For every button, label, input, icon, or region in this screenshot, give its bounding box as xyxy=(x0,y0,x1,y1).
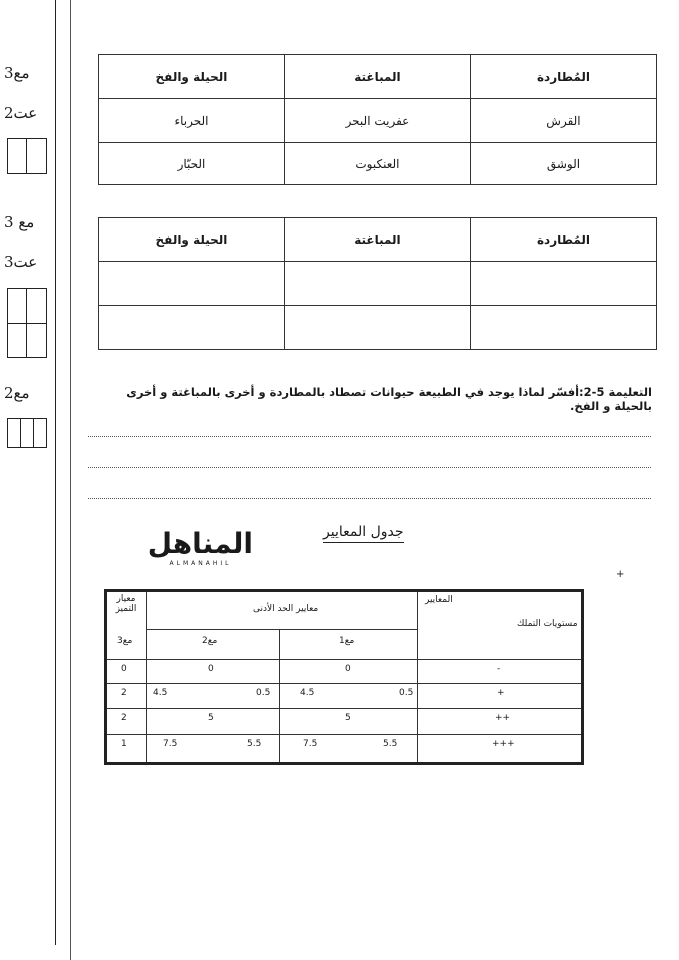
question-label: التعليمة 5-2: xyxy=(579,385,652,399)
m2-cell: 0 xyxy=(208,664,214,674)
margin-label-m3: مع3 xyxy=(4,64,30,82)
header-m1: مع1 xyxy=(339,636,355,646)
header-chase: المُطاردة xyxy=(470,55,656,99)
m3-cell: 1 xyxy=(121,739,127,749)
header-m2: مع2 xyxy=(202,636,218,646)
header-ambush: المباغتة xyxy=(284,218,470,262)
header-m3: مع3 xyxy=(117,636,133,646)
criteria-table xyxy=(104,589,584,765)
question-text: أفسّر لماذا يوجد في الطبيعة حيوانات تصطاد بالمطاردة و أخرى بالمباغتة و أخرى بالحيلة و الفخ. xyxy=(126,385,652,413)
header-min: معايير الحد الأدنى xyxy=(253,604,319,614)
table-cell: عفريت البحر xyxy=(284,99,470,143)
almanahil-logo: المناهل ALMANAHIL xyxy=(147,527,253,567)
hunting-table-filled xyxy=(98,54,657,185)
margin-label-m2: مع2 xyxy=(4,384,30,402)
m2-cell: 5.5 xyxy=(247,739,262,749)
m2-cell: 7.5 xyxy=(163,739,178,749)
margin-label-m3b: مع 3 xyxy=(4,213,35,231)
table-cell: العنكبوت xyxy=(284,143,470,185)
table-cell: الوشق xyxy=(470,143,656,185)
m2-cell: 4.5 xyxy=(153,688,168,698)
blank-cell[interactable] xyxy=(99,306,285,350)
stray-mark: + xyxy=(616,569,625,580)
header-criteria: المعايير xyxy=(425,595,453,605)
question-5-2 xyxy=(90,385,652,413)
level-cell: + xyxy=(497,688,505,698)
level-cell: +++ xyxy=(492,739,515,749)
m1-cell: 7.5 xyxy=(303,739,318,749)
header-chase: المُطاردة xyxy=(470,218,656,262)
m1-cell: 0 xyxy=(345,664,351,674)
margin-line xyxy=(55,0,56,945)
blank-cell[interactable] xyxy=(470,262,656,306)
header-trick: الحيلة والفخ xyxy=(99,55,285,99)
blank-cell[interactable] xyxy=(99,262,285,306)
score-box xyxy=(7,288,47,358)
blank-cell[interactable] xyxy=(284,306,470,350)
level-cell: - xyxy=(497,664,501,674)
m3-cell: 2 xyxy=(121,688,127,698)
answer-line[interactable] xyxy=(88,436,651,437)
hunting-table-blank xyxy=(98,217,657,350)
blank-cell[interactable] xyxy=(470,306,656,350)
criteria-title: جدول المعايير xyxy=(323,524,404,540)
m1-cell: 4.5 xyxy=(300,688,315,698)
score-box xyxy=(7,138,47,174)
m3-cell: 0 xyxy=(121,664,127,674)
header-ambush: المباغتة xyxy=(284,55,470,99)
level-cell: ++ xyxy=(495,713,511,723)
m2-cell: 0.5 xyxy=(256,688,271,698)
margin-label-a2: عت2 xyxy=(4,104,38,122)
table-cell: الحرباء xyxy=(99,99,285,143)
table-cell: القرش xyxy=(470,99,656,143)
m1-cell: 0.5 xyxy=(399,688,414,698)
header-trick: الحيلة والفخ xyxy=(99,218,285,262)
table-cell: الحبّار xyxy=(99,143,285,185)
answer-line[interactable] xyxy=(88,467,651,468)
header-levels: مستويات التملك xyxy=(517,619,578,629)
m1-cell: 5.5 xyxy=(383,739,398,749)
m1-cell: 5 xyxy=(345,713,351,723)
margin-line-inner xyxy=(70,0,71,960)
score-box xyxy=(7,418,47,448)
header-distinction: معيار التميز xyxy=(115,594,137,614)
margin-label-a3: عت3 xyxy=(4,253,38,271)
m2-cell: 5 xyxy=(208,713,214,723)
answer-line[interactable] xyxy=(88,498,651,499)
blank-cell[interactable] xyxy=(284,262,470,306)
m3-cell: 2 xyxy=(121,713,127,723)
